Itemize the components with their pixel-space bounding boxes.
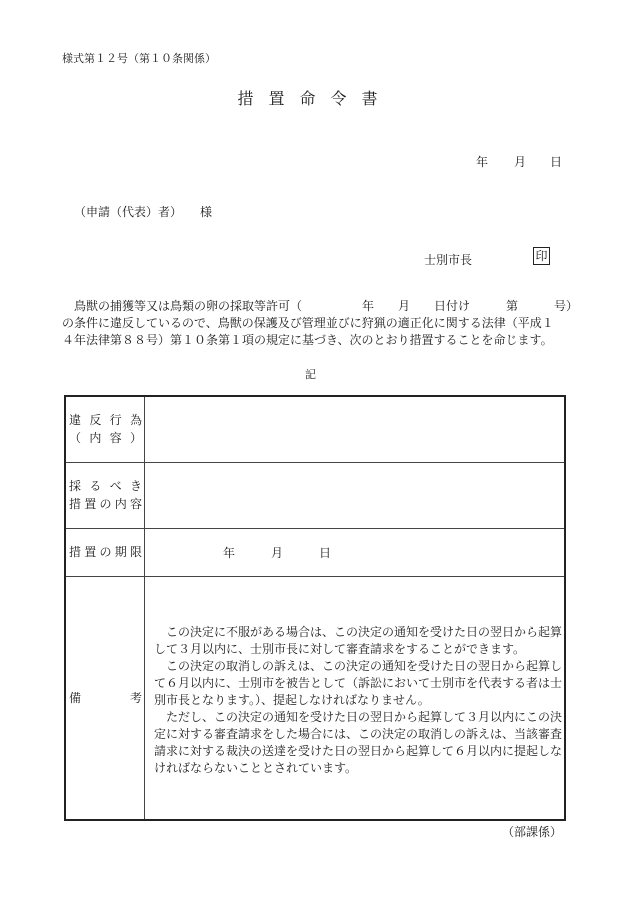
mayor-title: 士別市長: [424, 253, 473, 267]
seal-stamp: 印: [533, 247, 550, 265]
measure-value[interactable]: [145, 462, 566, 528]
violation-row: [65, 396, 565, 462]
form-number: 様式第１２号（第１０条関係）: [62, 52, 216, 65]
measure-label: 採るべき 措置の内容: [65, 462, 145, 528]
body-paragraph: 鳥獣の捕獲等又は鳥類の卵の採取等許可（ 年 月 日付け 第 号） の条件に違反しているので、鳥獣の保護及び管理並びに狩猟の適正化に関する法律（平成１ ４年法律第８８号）第１０条第１項の規定に基づき、次のとおり措置することを命じます。: [62, 299, 579, 347]
violation-label: 違反行為 （内容）: [65, 396, 145, 462]
date-month: 月: [514, 155, 527, 169]
order-table: [64, 395, 566, 821]
deadline-row: [65, 528, 565, 576]
remarks-row: [65, 576, 565, 820]
issue-date: [476, 153, 562, 170]
ki-heading: 記: [305, 368, 316, 381]
applicant-line: （申請（代表）者） 様: [74, 205, 213, 219]
measure-row: [65, 462, 565, 528]
remarks-text: この決定に不服がある場合は、この決定の通知を受けた日の翌日から起算 して３月以内に、士別市長に対して審査請求をすることができます。 この決定の取消しの訴えは、この決定の通知を受けた日の翌日から起算し て６月以内に、士別市を被告として（訴訟において士別市を代表する者は士 別市長となります。）、提起しなければなりません。 ただし、この決定の通知を受けた日の翌日から起算して３月以内にこの決 定に対する審査請求をした場合には、この決定の取消しの訴えは、当該審査 請求に対する裁決の送達を受けた日の翌日から起算して６月以内に提起しな ければならないこととされています。: [145, 576, 566, 820]
document-title: 措置命令書: [237, 89, 393, 108]
violation-value[interactable]: [145, 396, 566, 462]
department-footer: （部課係）: [502, 825, 563, 839]
deadline-label: 措置の期限: [65, 528, 145, 576]
date-day: 日: [550, 155, 563, 169]
remarks-label: 備考: [65, 576, 145, 820]
date-year: 年: [476, 155, 489, 169]
deadline-value[interactable]: 年 月 日: [145, 528, 566, 576]
